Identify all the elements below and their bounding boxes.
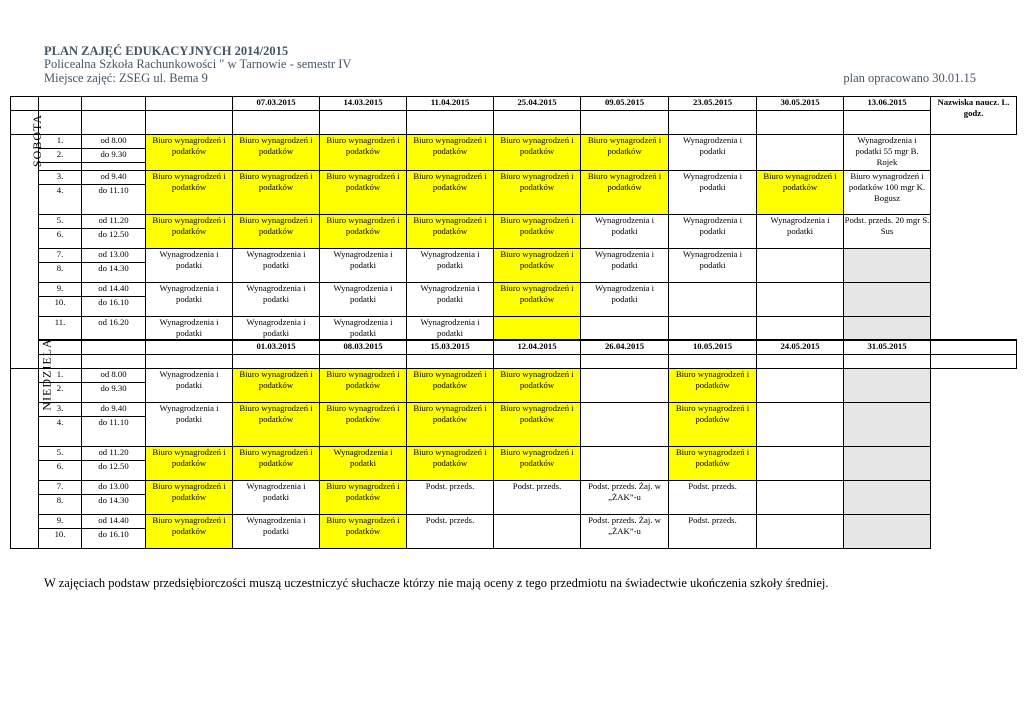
- slot-time: od 8.00: [82, 369, 146, 383]
- class-cell: Biuro wynagrodzeń i podatków: [146, 135, 233, 171]
- date-header: 07.03.2015: [233, 97, 320, 111]
- class-cell: Biuro wynagrodzeń i podatków: [407, 135, 494, 171]
- class-cell: Biuro wynagrodzeń i podatków: [146, 515, 233, 549]
- slot-number: 8.: [39, 495, 82, 515]
- date-header: 12.04.2015: [494, 341, 581, 355]
- slot-number: 4.: [39, 185, 82, 215]
- class-cell: Biuro wynagrodzeń i podatków: [494, 447, 581, 481]
- slot-number: 2.: [39, 383, 82, 403]
- instructor-cell: Wynagrodzenia i podatki 55 mgr B. Rojek: [844, 135, 931, 171]
- day-label-saturday: SOBOTA: [11, 135, 39, 369]
- slot-number: 9.: [39, 515, 82, 529]
- class-cell: Biuro wynagrodzeń i podatków: [233, 171, 320, 215]
- slot-number: 6.: [39, 461, 82, 481]
- class-cell: Biuro wynagrodzeń i podatków: [146, 447, 233, 481]
- date-header: 26.04.2015: [581, 341, 669, 355]
- class-cell: Podst. przeds.: [407, 515, 494, 549]
- class-cell: Wynagrodzenia i podatki: [757, 215, 844, 249]
- date-header: 25.04.2015: [494, 97, 581, 111]
- class-cell: Biuro wynagrodzeń i podatków: [494, 369, 581, 403]
- slot-time: do 13.00: [82, 481, 146, 495]
- class-cell: Biuro wynagrodzeń i podatków: [494, 135, 581, 171]
- class-cell: Wynagrodzenia i podatki: [146, 369, 233, 403]
- class-cell: Wynagrodzenia i podatki: [669, 135, 757, 171]
- slot-number: 11.: [39, 317, 82, 340]
- slot-number: 7.: [39, 249, 82, 263]
- slot-time: od 11.20: [82, 215, 146, 229]
- slot-number: 1.: [39, 135, 82, 149]
- class-cell: Biuro wynagrodzeń i podatków: [407, 171, 494, 215]
- date-header: 11.04.2015: [407, 97, 494, 111]
- slot-time: do 12.50: [82, 461, 146, 481]
- class-cell: Podst. przeds.: [494, 481, 581, 515]
- class-cell: Biuro wynagrodzeń i podatków: [757, 171, 844, 215]
- date-header: 14.03.2015: [320, 97, 407, 111]
- slot-number: 7.: [39, 481, 82, 495]
- class-cell: Wynagrodzenia i podatki: [407, 283, 494, 317]
- footnote: W zajęciach podstaw przedsiębiorczości muszą uczestniczyć słuchacze którzy nie mają oceny z tego przedmiotu na świadectwie ukończenia szkoły średniej.: [44, 576, 829, 590]
- class-cell: Wynagrodzenia i podatki: [320, 447, 407, 481]
- class-cell: Wynagrodzenia i podatki: [146, 403, 233, 447]
- instructor-cell: Biuro wynagrodzeń i podatków 100 mgr K. Bogusz: [844, 171, 931, 215]
- slot-time: do 12.50: [82, 229, 146, 249]
- slot-number: 3.: [39, 403, 82, 417]
- class-cell: Biuro wynagrodzeń i podatków: [320, 403, 407, 447]
- school-name: Policealna Szkoła Rachunkowości " w Tarnowie - semestr IV: [44, 57, 352, 71]
- class-cell: Wynagrodzenia i podatki: [146, 317, 233, 340]
- slot-time: do 11.10: [82, 185, 146, 215]
- slot-number: 10.: [39, 529, 82, 549]
- plan-title: PLAN ZAJĘĆ EDUKACYJNYCH 2014/2015: [44, 44, 289, 58]
- class-cell: Wynagrodzenia i podatki: [669, 171, 757, 215]
- slot-time: do 11.10: [82, 417, 146, 447]
- class-cell: Biuro wynagrodzeń i podatków: [494, 215, 581, 249]
- class-cell: Wynagrodzenia i podatki: [233, 481, 320, 515]
- class-cell: Biuro wynagrodzeń i podatków: [320, 481, 407, 515]
- class-cell: Biuro wynagrodzeń i podatków: [407, 215, 494, 249]
- class-cell: Biuro wynagrodzeń i podatków: [233, 403, 320, 447]
- slot-number: 4.: [39, 417, 82, 447]
- class-cell: Biuro wynagrodzeń i podatków: [146, 481, 233, 515]
- class-cell: Biuro wynagrodzeń i podatków: [494, 283, 581, 317]
- class-cell: Podst. przeds.: [407, 481, 494, 515]
- class-cell: Wynagrodzenia i podatki: [581, 283, 669, 317]
- slot-number: 5.: [39, 215, 82, 229]
- slot-time: do 14.30: [82, 495, 146, 515]
- slot-number: 1.: [39, 369, 82, 383]
- class-cell: Wynagrodzenia i podatki: [320, 283, 407, 317]
- slot-time: do 14.30: [82, 263, 146, 283]
- class-cell: Biuro wynagrodzeń i podatków: [320, 215, 407, 249]
- slot-number: 2.: [39, 149, 82, 163]
- slot-time: od 11.20: [82, 447, 146, 461]
- slot-time: do 16.10: [82, 297, 146, 317]
- class-cell: Biuro wynagrodzeń i podatków: [494, 249, 581, 283]
- class-location: Miejsce zajęć: ZSEG ul. Bema 9: [44, 71, 208, 85]
- slot-time: od 14.40: [82, 283, 146, 297]
- class-cell: Biuro wynagrodzeń i podatków: [494, 171, 581, 215]
- class-cell: Wynagrodzenia i podatki: [669, 249, 757, 283]
- instructors-header: Nazwiska naucz. L. godz.: [931, 97, 1017, 135]
- class-cell: Wynagrodzenia i podatki: [581, 215, 669, 249]
- sunday-date-row: [11, 341, 1017, 355]
- class-cell: Wynagrodzenia i podatki: [233, 283, 320, 317]
- date-header: 30.05.2015: [757, 97, 844, 111]
- date-header: 15.03.2015: [407, 341, 494, 355]
- class-cell: Biuro wynagrodzeń i podatków: [146, 171, 233, 215]
- class-cell: Wynagrodzenia i podatki: [233, 317, 320, 340]
- class-cell: Wynagrodzenia i podatki: [233, 249, 320, 283]
- class-cell: Wynagrodzenia i podatki: [320, 317, 407, 340]
- schedule-table: [10, 96, 1017, 549]
- day-label-sunday: NIEDZIELA: [11, 369, 39, 549]
- class-cell: Biuro wynagrodzeń i podatków: [320, 515, 407, 549]
- spacer-row: [11, 111, 1017, 135]
- slot-time: od 13.00: [82, 249, 146, 263]
- class-cell: Podst. przeds.: [669, 481, 757, 515]
- date-header: 31.05.2015: [844, 341, 931, 355]
- class-cell: Wynagrodzenia i podatki: [233, 515, 320, 549]
- class-cell: Wynagrodzenia i podatki: [407, 317, 494, 340]
- class-cell: Wynagrodzenia i podatki: [146, 249, 233, 283]
- class-cell: Wynagrodzenia i podatki: [146, 283, 233, 317]
- class-cell: Biuro wynagrodzeń i podatków: [669, 447, 757, 481]
- slot-number: 8.: [39, 263, 82, 283]
- slot-time: do 9.30: [82, 149, 146, 163]
- slot-number: 5.: [39, 447, 82, 461]
- class-cell: Biuro wynagrodzeń i podatków: [320, 171, 407, 215]
- class-cell: Biuro wynagrodzeń i podatków: [494, 403, 581, 447]
- class-cell: Biuro wynagrodzeń i podatków: [669, 403, 757, 447]
- class-cell: Biuro wynagrodzeń i podatków: [407, 369, 494, 403]
- class-cell: Podst. przeds. Żaj. w „ŻAK”-u: [581, 481, 669, 515]
- slot-time: od 8.00: [82, 135, 146, 149]
- class-cell: Biuro wynagrodzeń i podatków: [233, 447, 320, 481]
- class-cell: Biuro wynagrodzeń i podatków: [581, 171, 669, 215]
- class-cell: Biuro wynagrodzeń i podatków: [320, 135, 407, 171]
- date-header: 01.03.2015: [233, 341, 320, 355]
- date-header: 24.05.2015: [757, 341, 844, 355]
- class-cell: Biuro wynagrodzeń i podatków: [233, 369, 320, 403]
- slot-time: od 14.40: [82, 515, 146, 529]
- prepared-date: plan opracowano 30.01.15: [843, 71, 976, 85]
- class-cell: Wynagrodzenia i podatki: [407, 249, 494, 283]
- slot-time: do 9.30: [82, 383, 146, 403]
- class-cell: Biuro wynagrodzeń i podatków: [581, 135, 669, 171]
- class-cell: Biuro wynagrodzeń i podatków: [146, 215, 233, 249]
- slot-time: do 16.10: [82, 529, 146, 549]
- slot-time: od 16.20: [82, 317, 146, 340]
- class-cell: Podst. przeds.: [669, 515, 757, 549]
- class-cell: Biuro wynagrodzeń i podatków: [233, 215, 320, 249]
- slot-number: 6.: [39, 229, 82, 249]
- class-cell: Wynagrodzenia i podatki: [581, 249, 669, 283]
- slot-time: do 9.40: [82, 403, 146, 417]
- class-cell: Biuro wynagrodzeń i podatków: [407, 447, 494, 481]
- instructor-cell: Podst. przeds. 20 mgr S. Sus: [844, 215, 931, 249]
- date-header: 08.03.2015: [320, 341, 407, 355]
- class-cell: Biuro wynagrodzeń i podatków: [407, 403, 494, 447]
- class-cell: Biuro wynagrodzeń i podatków: [233, 135, 320, 171]
- class-cell: Wynagrodzenia i podatki: [320, 249, 407, 283]
- saturday-date-row: [11, 97, 1017, 111]
- date-header: 09.05.2015: [581, 97, 669, 111]
- class-cell: Biuro wynagrodzeń i podatków: [320, 369, 407, 403]
- slot-number: 9.: [39, 283, 82, 297]
- class-cell: Podst. przeds. Żaj. w „ŻAK”-u: [581, 515, 669, 549]
- date-header: 23.05.2015: [669, 97, 757, 111]
- slot-number: 10.: [39, 297, 82, 317]
- class-cell: Biuro wynagrodzeń i podatków: [669, 369, 757, 403]
- slot-number: 3.: [39, 171, 82, 185]
- date-header: 13.06.2015: [844, 97, 931, 111]
- slot-time: od 9.40: [82, 171, 146, 185]
- date-header: 10.05.2015: [669, 341, 757, 355]
- class-cell: Wynagrodzenia i podatki: [669, 215, 757, 249]
